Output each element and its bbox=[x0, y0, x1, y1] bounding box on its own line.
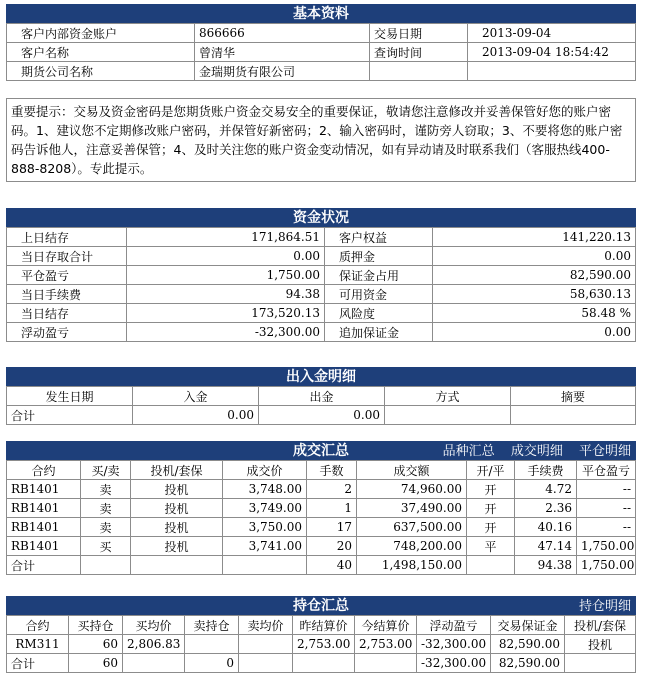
position-cell bbox=[239, 635, 293, 654]
trade-cell: 投机 bbox=[131, 537, 223, 556]
funds-label-left: 平仓盈亏 bbox=[7, 266, 127, 285]
company-label: 期货公司名称 bbox=[7, 62, 195, 81]
position-cell: RM311 bbox=[7, 635, 69, 654]
position-cell: 82,590.00 bbox=[491, 635, 565, 654]
funds-value-right: 58.48 % bbox=[433, 304, 636, 323]
trade-cell: 74,960.00 bbox=[357, 480, 467, 499]
trade-cell: 47.14 bbox=[515, 537, 577, 556]
basic-info-header bbox=[6, 4, 636, 23]
variety-summary-link[interactable]: 品种汇总 bbox=[442, 444, 495, 459]
inout-header bbox=[6, 367, 636, 386]
positions-col-header: 卖均价 bbox=[239, 616, 293, 635]
inout-title: 出入金明细 bbox=[286, 369, 356, 385]
trade-cell: 3,749.00 bbox=[223, 499, 307, 518]
trade-cell: 卖 bbox=[81, 518, 131, 537]
trade-cell: 17 bbox=[307, 518, 357, 537]
trades-col-header: 平仓盈亏 bbox=[577, 461, 636, 480]
trade-cell: 投机 bbox=[131, 480, 223, 499]
trade-cell: 637,500.00 bbox=[357, 518, 467, 537]
trades-col-header: 成交价 bbox=[223, 461, 307, 480]
funds-label-right: 质押金 bbox=[325, 247, 433, 266]
trade-cell: 开 bbox=[467, 499, 515, 518]
positions-total-cell: -32,300.00 bbox=[417, 654, 491, 673]
trades-total-cell bbox=[131, 556, 223, 575]
positions-header bbox=[6, 596, 636, 615]
trades-total-row bbox=[7, 556, 636, 575]
funds-header bbox=[6, 208, 636, 227]
trade-row bbox=[7, 499, 636, 518]
trade-cell: 1,750.00 bbox=[577, 537, 636, 556]
position-cell: 投机 bbox=[565, 635, 636, 654]
positions-total-cell: 合计 bbox=[7, 654, 69, 673]
trades-table bbox=[6, 460, 636, 575]
trade-cell: -- bbox=[577, 499, 636, 518]
funds-value-left: 171,864.51 bbox=[127, 228, 325, 247]
positions-col-header: 卖持仓 bbox=[185, 616, 239, 635]
account-value: 866666 bbox=[195, 24, 370, 43]
funds-label-right: 可用资金 bbox=[325, 285, 433, 304]
funds-value-left: 173,520.13 bbox=[127, 304, 325, 323]
position-cell bbox=[185, 635, 239, 654]
funds-row bbox=[7, 228, 636, 247]
funds-label-left: 当日存取合计 bbox=[7, 247, 127, 266]
funds-value-left: 1,750.00 bbox=[127, 266, 325, 285]
positions-col-header: 交易保证金 bbox=[491, 616, 565, 635]
funds-row bbox=[7, 285, 636, 304]
company-value: 金瑞期货有限公司 bbox=[195, 62, 370, 81]
trade-cell: -- bbox=[577, 480, 636, 499]
funds-value-left: -32,300.00 bbox=[127, 323, 325, 342]
inout-col-out: 出金 bbox=[259, 387, 385, 406]
positions-total-row bbox=[7, 654, 636, 673]
trade-cell: 3,750.00 bbox=[223, 518, 307, 537]
funds-label-right: 保证金占用 bbox=[325, 266, 433, 285]
trade-row bbox=[7, 537, 636, 556]
trades-total-cell: 1,750.00 bbox=[577, 556, 636, 575]
funds-value-left: 94.38 bbox=[127, 285, 325, 304]
positions-col-header: 买持仓 bbox=[69, 616, 123, 635]
trades-section bbox=[6, 441, 636, 575]
funds-row bbox=[7, 323, 636, 342]
customer-name-value: 曾清华 bbox=[195, 43, 370, 62]
trade-detail-link[interactable]: 成交明细 bbox=[510, 444, 563, 459]
funds-label-right: 风险度 bbox=[325, 304, 433, 323]
basic-info-title: 基本资料 bbox=[293, 6, 349, 22]
funds-row bbox=[7, 247, 636, 266]
trade-cell: 开 bbox=[467, 480, 515, 499]
position-cell: 60 bbox=[69, 635, 123, 654]
trade-cell: 2 bbox=[307, 480, 357, 499]
trade-cell: 2.36 bbox=[515, 499, 577, 518]
funds-table bbox=[6, 227, 636, 342]
position-row bbox=[7, 635, 636, 654]
trade-cell: 开 bbox=[467, 518, 515, 537]
positions-total-cell bbox=[565, 654, 636, 673]
funds-label-right: 客户权益 bbox=[325, 228, 433, 247]
positions-total-cell bbox=[239, 654, 293, 673]
positions-title: 持仓汇总 bbox=[293, 598, 349, 614]
trade-cell: -- bbox=[577, 518, 636, 537]
funds-row bbox=[7, 266, 636, 285]
notice-section bbox=[6, 98, 636, 182]
inout-total-out: 0.00 bbox=[259, 406, 385, 425]
trades-total-cell bbox=[223, 556, 307, 575]
query-time-label: 查询时间 bbox=[370, 43, 468, 62]
basic-info-table bbox=[6, 23, 636, 81]
trades-total-cell: 94.38 bbox=[515, 556, 577, 575]
trades-header-row bbox=[7, 461, 636, 480]
trades-total-cell bbox=[81, 556, 131, 575]
position-cell: 2,806.83 bbox=[123, 635, 185, 654]
inout-col-summary: 摘要 bbox=[511, 387, 636, 406]
trade-cell: 买 bbox=[81, 537, 131, 556]
trade-cell: 投机 bbox=[131, 518, 223, 537]
positions-total-cell bbox=[293, 654, 355, 673]
trade-cell: 投机 bbox=[131, 499, 223, 518]
positions-col-header: 投机/套保 bbox=[565, 616, 636, 635]
trades-col-header: 开/平 bbox=[467, 461, 515, 480]
trades-total-cell: 40 bbox=[307, 556, 357, 575]
trade-row bbox=[7, 518, 636, 537]
positions-col-header: 买均价 bbox=[123, 616, 185, 635]
trade-cell: 4.72 bbox=[515, 480, 577, 499]
trade-cell: 3,741.00 bbox=[223, 537, 307, 556]
inout-table bbox=[6, 386, 636, 425]
inout-total-label: 合计 bbox=[7, 406, 133, 425]
funds-label-left: 当日手续费 bbox=[7, 285, 127, 304]
positions-total-cell: 82,590.00 bbox=[491, 654, 565, 673]
inout-total-in: 0.00 bbox=[133, 406, 259, 425]
positions-col-header: 浮动盈亏 bbox=[417, 616, 491, 635]
funds-label-left: 上日结存 bbox=[7, 228, 127, 247]
funds-value-right: 82,590.00 bbox=[433, 266, 636, 285]
positions-total-cell: 60 bbox=[69, 654, 123, 673]
trade-cell: RB1401 bbox=[7, 518, 81, 537]
trades-total-cell: 1,498,150.00 bbox=[357, 556, 467, 575]
trades-col-header: 投机/套保 bbox=[131, 461, 223, 480]
trades-title: 成交汇总 bbox=[293, 443, 349, 459]
inout-section bbox=[6, 367, 636, 425]
trade-cell: 平 bbox=[467, 537, 515, 556]
funds-value-right: 58,630.13 bbox=[433, 285, 636, 304]
trades-total-cell: 合计 bbox=[7, 556, 81, 575]
trade-date-value: 2013-09-04 bbox=[468, 24, 636, 43]
trade-cell: 3,748.00 bbox=[223, 480, 307, 499]
trade-cell: 40.16 bbox=[515, 518, 577, 537]
inout-col-date: 发生日期 bbox=[7, 387, 133, 406]
trades-col-header: 手数 bbox=[307, 461, 357, 480]
positions-total-cell bbox=[123, 654, 185, 673]
funds-section bbox=[6, 208, 636, 342]
trades-total-cell bbox=[467, 556, 515, 575]
trade-cell: 卖 bbox=[81, 499, 131, 518]
notice-text: 重要提示：交易及资金密码是您期货账户资金交易安全的重要保证，敬请您注意修改并妥善保管好您的账户密码。1、建议您不定期修改账户密码，并保管好新密码；2、输入密码时，谨防旁人窃取；3、不要将您的账户密码告诉他人，注意妥善保管；4、及时关注您的账户资金变动情况，如有异动请及时联系我们（客服热线400-888-8208）。专此提示。 bbox=[6, 98, 636, 182]
query-time-value: 2013-09-04 18:54:42 bbox=[468, 43, 636, 62]
funds-value-right: 141,220.13 bbox=[433, 228, 636, 247]
trade-cell: RB1401 bbox=[7, 537, 81, 556]
basic-info-section bbox=[6, 4, 636, 81]
trade-row bbox=[7, 480, 636, 499]
positions-links bbox=[567, 597, 631, 616]
trade-date-label: 交易日期 bbox=[370, 24, 468, 43]
positions-col-header: 合约 bbox=[7, 616, 69, 635]
trades-header bbox=[6, 441, 636, 460]
trades-col-header: 合约 bbox=[7, 461, 81, 480]
position-cell: 2,753.00 bbox=[293, 635, 355, 654]
positions-total-cell bbox=[355, 654, 417, 673]
trades-col-header: 成交额 bbox=[357, 461, 467, 480]
funds-row bbox=[7, 304, 636, 323]
funds-value-right: 0.00 bbox=[433, 247, 636, 266]
funds-value-left: 0.00 bbox=[127, 247, 325, 266]
close-detail-link[interactable]: 平仓明细 bbox=[578, 444, 631, 459]
positions-header-row bbox=[7, 616, 636, 635]
trade-cell: RB1401 bbox=[7, 499, 81, 518]
positions-col-header: 今结算价 bbox=[355, 616, 417, 635]
funds-value-right: 0.00 bbox=[433, 323, 636, 342]
trades-links bbox=[431, 442, 631, 461]
funds-label-left: 浮动盈亏 bbox=[7, 323, 127, 342]
trade-cell: 20 bbox=[307, 537, 357, 556]
positions-total-cell: 0 bbox=[185, 654, 239, 673]
inout-col-in: 入金 bbox=[133, 387, 259, 406]
inout-col-method: 方式 bbox=[385, 387, 511, 406]
trade-cell: RB1401 bbox=[7, 480, 81, 499]
positions-table bbox=[6, 615, 636, 673]
trade-cell: 748,200.00 bbox=[357, 537, 467, 556]
positions-col-header: 昨结算价 bbox=[293, 616, 355, 635]
trade-cell: 1 bbox=[307, 499, 357, 518]
funds-label-left: 当日结存 bbox=[7, 304, 127, 323]
trades-col-header: 手续费 bbox=[515, 461, 577, 480]
position-cell: -32,300.00 bbox=[417, 635, 491, 654]
positions-section bbox=[6, 596, 636, 673]
account-label: 客户内部资金账户 bbox=[7, 24, 195, 43]
trade-cell: 卖 bbox=[81, 480, 131, 499]
funds-label-right: 追加保证金 bbox=[325, 323, 433, 342]
position-detail-link[interactable]: 持仓明细 bbox=[578, 599, 631, 614]
funds-title: 资金状况 bbox=[293, 210, 349, 226]
trade-cell: 37,490.00 bbox=[357, 499, 467, 518]
trades-col-header: 买/卖 bbox=[81, 461, 131, 480]
position-cell: 2,753.00 bbox=[355, 635, 417, 654]
customer-name-label: 客户名称 bbox=[7, 43, 195, 62]
